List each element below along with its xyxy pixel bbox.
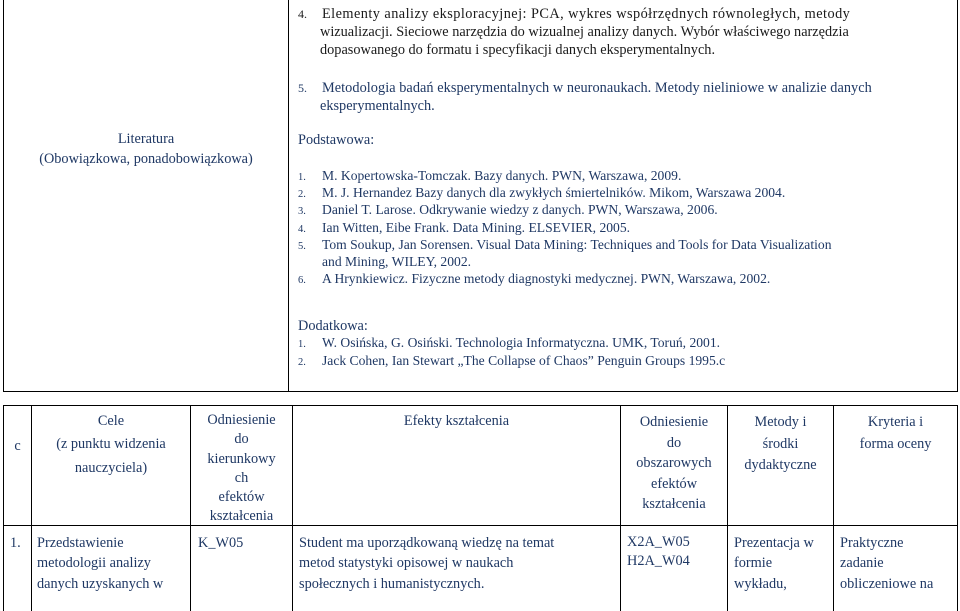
- topic-4-number: 4.: [298, 7, 307, 21]
- row1-kryteria: Praktyczne zadanie obliczeniowe na: [840, 535, 934, 592]
- extra-literature-heading: Dodatkowa:: [298, 318, 368, 334]
- basic-item: 3. Daniel T. Larose. Odkrywanie wiedzy z danych. PWN, Warszawa, 2006.: [298, 202, 718, 218]
- lower-table-col-border: [292, 405, 293, 611]
- row1-cele: Przedstawienie metodologii analizy danych uzyskanych w: [37, 535, 164, 592]
- upper-table-bottom-border: [3, 391, 958, 392]
- row1-metody: Prezentacja w formie wykładu,: [734, 535, 814, 592]
- header-c: c: [14, 438, 21, 454]
- topic-4: [298, 5, 951, 59]
- lower-table-col-border: [957, 405, 958, 611]
- header-metody: Metody i środki dydaktyczne: [744, 414, 817, 473]
- upper-table-right-border: [957, 0, 958, 392]
- topic-5-line2: eksperymentalnych.: [320, 98, 435, 114]
- row1-odniesienie-kierunkowe: K_W05: [198, 535, 244, 551]
- header-kryteria: Kryteria i forma oceny: [859, 414, 932, 452]
- topic-5-line1: Metodologia badań eksperymentalnych w neuronaukach. Metody nieliniowe w analizie danych: [322, 80, 872, 96]
- topic-4-line1: Elementy analizy eksploracyjnej: PCA, wykres współrzędnych równoległych, metody: [322, 6, 851, 22]
- extra-item: 1. W. Osińska, G. Osiński. Technologia Informatyczna. UMK, Toruń, 2001.: [298, 335, 721, 350]
- basic-literature-heading: Podstawowa:: [298, 132, 375, 148]
- lower-table-col-border: [3, 405, 4, 611]
- literature-label-line2: (Obowiązkowa, ponadobowiązkowa): [39, 151, 253, 167]
- topic-5: [298, 79, 951, 115]
- basic-item: 1. M. Kopertowska-Tomczak. Bazy danych. PWN, Warszawa, 2009.: [298, 168, 682, 183]
- topic-4-line3: dopasowanego do formatu i specyfikacji danych eksperymentalnych.: [320, 42, 716, 58]
- basic-literature-list: [298, 168, 832, 288]
- basic-item-continuation: and Mining, WILEY, 2002.: [322, 253, 472, 269]
- basic-item: 4. Ian Witten, Eibe Frank. Data Mining. ELSEVIER, 2005.: [298, 219, 631, 235]
- literature-label-line1: Literatura: [117, 131, 175, 147]
- literature-label: [4, 130, 288, 168]
- header-odniesienie-obszarowe: Odniesienie do obszarowych efektów kształcenia: [636, 414, 712, 512]
- basic-item: 2. M. J. Hernandez Bazy danych dla zwykłych śmiertelników. Mikom, Warszawa 2004.: [298, 185, 786, 201]
- basic-item: 6. A Hrynkiewicz. Fizyczne metody diagnostyki medycznej. PWN, Warszawa, 2002.: [298, 271, 771, 287]
- row1-efekty: Student ma uporządkowaną wiedzę na temat metod statystyki opisowej w naukach społecznych i humanistycznych.: [299, 535, 555, 592]
- header-odniesienie-kierunkowe: Odniesienie do kierunkowy ch efektów kształcenia: [207, 412, 276, 525]
- row1-number: 1.: [10, 535, 21, 551]
- extra-item: 2. Jack Cohen, Ian Stewart „The Collapse of Chaos” Penguin Groups 1995.c: [298, 353, 726, 368]
- topic-4-line2: wizualizacji. Sieciowe narzędzia do wizualnej analizy danych. Wybór właściwego narzędzia: [320, 24, 849, 40]
- upper-table-divider: [288, 0, 289, 392]
- basic-item: 5. Tom Soukup, Jan Sorensen. Visual Data Mining: Techniques and Tools for Data Visualization: [298, 236, 832, 252]
- lower-table-header-separator: [3, 525, 958, 526]
- header-cele: Cele (z punktu widzenia nauczyciela): [56, 413, 166, 476]
- lower-table-top-border: [3, 405, 958, 406]
- row1-odniesienie-obszarowe: X2A_W05 H2A_W04: [627, 534, 690, 569]
- topic-5-number: 5.: [298, 81, 307, 95]
- upper-table-left-border: [3, 0, 4, 392]
- header-efekty: Efekty kształcenia: [403, 413, 510, 429]
- extra-literature-list: [298, 335, 725, 371]
